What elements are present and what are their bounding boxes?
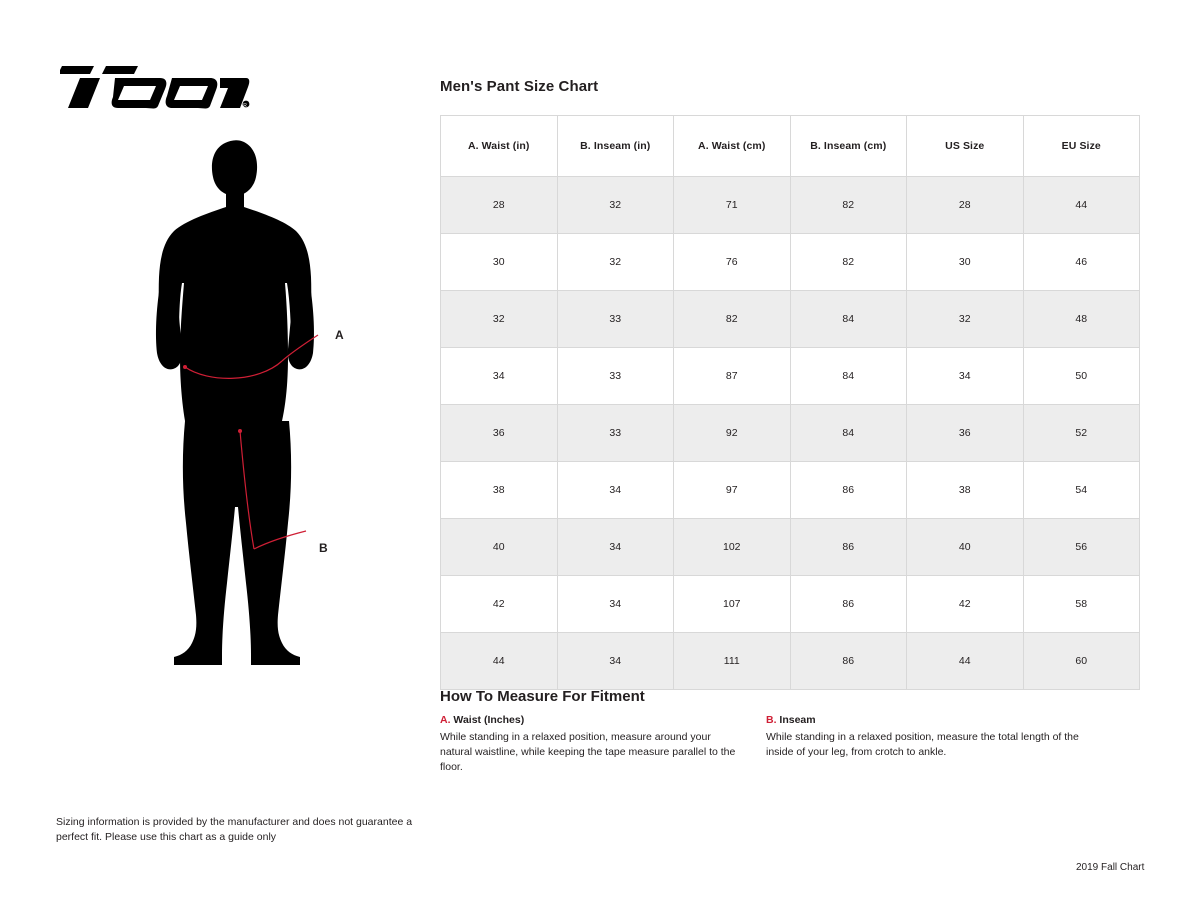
how-to-measure-heading-inseam: [766, 713, 1086, 728]
cell-waist-in: 36: [441, 405, 558, 462]
cell-eu-size: 58: [1023, 576, 1140, 633]
cell-inseam-cm: 84: [790, 291, 907, 348]
column-header-inseam-in: B. Inseam (in): [557, 116, 674, 177]
size-chart-table: [440, 115, 1140, 690]
how-to-measure-item-waist: [440, 713, 740, 775]
cell-us-size: 34: [907, 348, 1024, 405]
size-chart-header: [441, 116, 1140, 177]
cell-inseam-in: 34: [557, 633, 674, 690]
cell-us-size: 28: [907, 177, 1024, 234]
left-column: [0, 0, 430, 900]
cell-waist-in: 38: [441, 462, 558, 519]
cell-waist-in: 42: [441, 576, 558, 633]
male-body-silhouette: [130, 135, 380, 675]
cell-waist-cm: 92: [674, 405, 791, 462]
cell-us-size: 32: [907, 291, 1024, 348]
cell-inseam-cm: 82: [790, 177, 907, 234]
how-to-measure-letter-b: B.: [766, 714, 777, 726]
column-header-us-size: US Size: [907, 116, 1024, 177]
cell-us-size: 42: [907, 576, 1024, 633]
cell-eu-size: 54: [1023, 462, 1140, 519]
cell-us-size: 44: [907, 633, 1024, 690]
cell-waist-cm: 107: [674, 576, 791, 633]
cell-waist-cm: 87: [674, 348, 791, 405]
table-row: [441, 234, 1140, 291]
cell-inseam-cm: 86: [790, 576, 907, 633]
cell-waist-cm: 71: [674, 177, 791, 234]
cell-eu-size: 48: [1023, 291, 1140, 348]
cell-eu-size: 56: [1023, 519, 1140, 576]
cell-inseam-cm: 86: [790, 633, 907, 690]
cell-inseam-cm: 84: [790, 348, 907, 405]
cell-inseam-cm: 84: [790, 405, 907, 462]
how-to-measure-body-waist: While standing in a relaxed position, measure around your natural waistline, while keeping the tape measure parallel to the floor.: [440, 730, 736, 773]
how-to-measure-item-inseam: [766, 713, 1086, 760]
table-row: [441, 291, 1140, 348]
cell-waist-in: 44: [441, 633, 558, 690]
column-header-eu-size: EU Size: [1023, 116, 1140, 177]
cell-inseam-in: 33: [557, 405, 674, 462]
waist-callout-label: A: [335, 328, 344, 342]
cell-waist-in: 28: [441, 177, 558, 234]
cell-inseam-in: 33: [557, 348, 674, 405]
cell-eu-size: 60: [1023, 633, 1140, 690]
cell-inseam-cm: 86: [790, 519, 907, 576]
cell-waist-in: 40: [441, 519, 558, 576]
table-row: [441, 177, 1140, 234]
column-header-inseam-cm: B. Inseam (cm): [790, 116, 907, 177]
cell-inseam-in: 34: [557, 576, 674, 633]
cell-waist-in: 32: [441, 291, 558, 348]
cell-inseam-in: 32: [557, 234, 674, 291]
cell-waist-cm: 102: [674, 519, 791, 576]
table-row: [441, 405, 1140, 462]
table-row: [441, 633, 1140, 690]
cell-waist-in: 30: [441, 234, 558, 291]
cell-waist-cm: 111: [674, 633, 791, 690]
inseam-callout-label: B: [319, 541, 328, 555]
cell-us-size: 30: [907, 234, 1024, 291]
cell-inseam-in: 33: [557, 291, 674, 348]
right-column: [440, 0, 1150, 900]
cell-waist-cm: 76: [674, 234, 791, 291]
cell-eu-size: 52: [1023, 405, 1140, 462]
table-header-row: [441, 116, 1140, 177]
cell-inseam-in: 34: [557, 519, 674, 576]
cell-eu-size: 50: [1023, 348, 1140, 405]
table-row: [441, 519, 1140, 576]
size-chart-body: [441, 177, 1140, 690]
how-to-measure-body-inseam: While standing in a relaxed position, measure the total length of the inside of your leg, from crotch to ankle.: [766, 730, 1079, 758]
cell-waist-cm: 82: [674, 291, 791, 348]
cell-us-size: 38: [907, 462, 1024, 519]
cell-waist-in: 34: [441, 348, 558, 405]
footer-chart-version: 2019 Fall Chart: [1076, 862, 1145, 873]
how-to-measure-label-inseam: Inseam: [779, 714, 816, 726]
column-header-waist-in: A. Waist (in): [441, 116, 558, 177]
table-row: [441, 348, 1140, 405]
cell-us-size: 36: [907, 405, 1024, 462]
how-to-measure-label-waist: Waist (Inches): [453, 714, 525, 726]
cell-us-size: 40: [907, 519, 1024, 576]
cell-inseam-cm: 86: [790, 462, 907, 519]
how-to-measure-letter-a: A.: [440, 714, 451, 726]
how-to-measure-heading-waist: [440, 713, 740, 728]
cell-inseam-in: 32: [557, 177, 674, 234]
page-title: Men's Pant Size Chart: [440, 78, 599, 95]
column-header-waist-cm: A. Waist (cm): [674, 116, 791, 177]
how-to-measure-title: How To Measure For Fitment: [440, 688, 645, 705]
disclaimer-text: Sizing information is provided by the manufacturer and does not guarantee a perfect fit. Please use this chart as a guide only: [56, 816, 413, 844]
cell-eu-size: 44: [1023, 177, 1140, 234]
table-row: [441, 576, 1140, 633]
table-row: [441, 462, 1140, 519]
cell-waist-cm: 97: [674, 462, 791, 519]
svg-text:R: R: [243, 103, 247, 109]
cell-inseam-cm: 82: [790, 234, 907, 291]
cell-inseam-in: 34: [557, 462, 674, 519]
cell-eu-size: 46: [1023, 234, 1140, 291]
icon-wordmark-logo: [60, 52, 250, 112]
